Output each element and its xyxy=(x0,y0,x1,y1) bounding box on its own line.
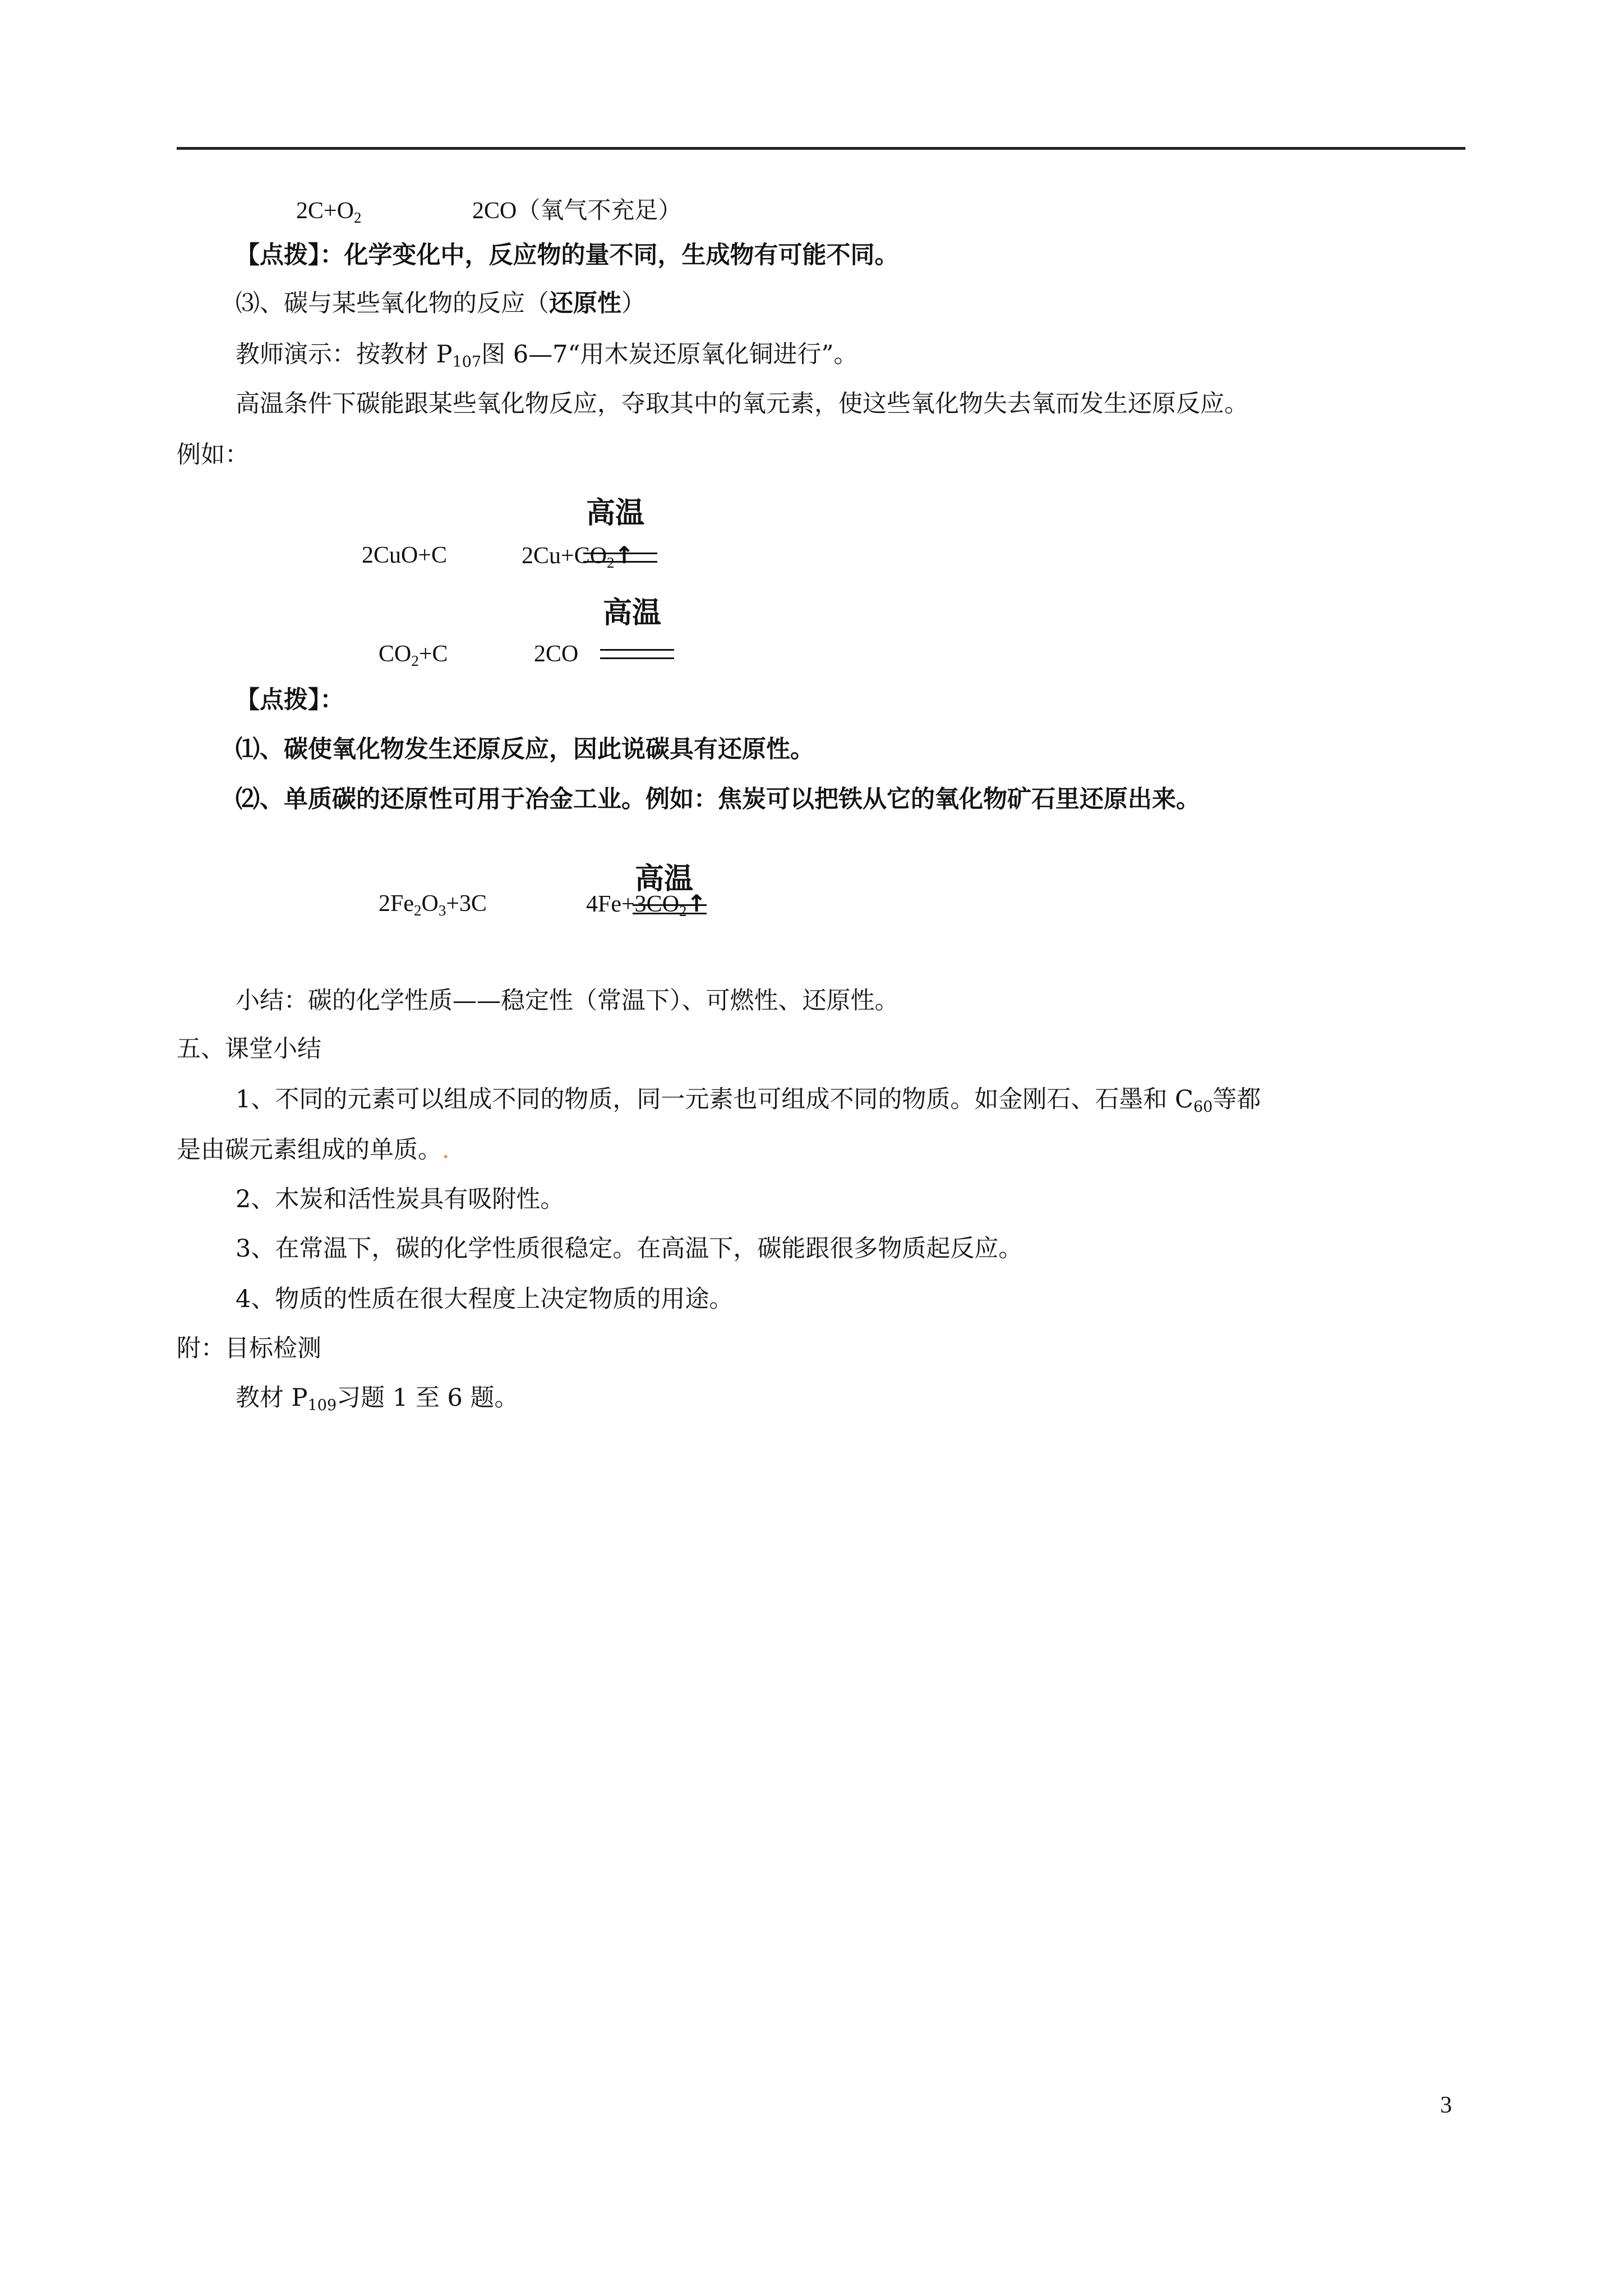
paragraph-reduction: 高温条件下碳能跟某些氧化物反应，夺取其中的氧元素，使这些氧化物失去氧而发生还原反应。 xyxy=(236,390,1248,418)
equation-bar-top xyxy=(583,553,657,554)
equation-carbon-incomplete-product: 2CO（氧气不充足） xyxy=(472,198,682,224)
appendix-title: 附：目标检测 xyxy=(177,1335,321,1363)
tip-2-item-1: ⑴、碳使氧化物发生还原反应，因此说碳具有还原性。 xyxy=(236,735,814,763)
equation-co2-reactants: $CO_2+C$ xyxy=(379,641,448,669)
paragraph-reduction-line2: 例如： xyxy=(177,441,249,469)
summary-item-3: 3、在常温下，碳的化学性质很稳定。在高温下，碳能跟很多物质起反应。 xyxy=(236,1235,1023,1263)
equation-carbon-incomplete-combustion: $2C+O_2$ xyxy=(296,198,362,226)
equation-fe-reactants: $2Fe_2O_3+3C$ xyxy=(379,891,487,919)
section-3-heading: ⑶、碳与某些氧化物的反应（还原性） xyxy=(236,289,645,318)
summary-item-2: 2、木炭和活性炭具有吸附性。 xyxy=(236,1185,565,1213)
summary-item-1: 1、不同的元素可以组成不同的物质，同一元素也可组成不同的物质。如金刚石、石墨和 $C_{60}$等都 xyxy=(236,1085,1261,1116)
up-arrow-icon: ↑ xyxy=(686,890,707,917)
equation-cuo-reactants: 2CuO+C xyxy=(362,542,448,568)
section-5-title: 五、课堂小结 xyxy=(177,1035,321,1063)
teacher-demo: 教师演示：按教材 $P_{107}$图 6—7“用木炭还原氧化铜进行”。 xyxy=(236,341,858,371)
up-arrow-icon: ↑ xyxy=(614,541,634,569)
header-rule xyxy=(177,147,1465,150)
tip-2-label: 【点拨】： xyxy=(236,686,344,714)
summary-note: 小结：碳的化学性质——稳定性（常温下）、可燃性、还原性。 xyxy=(236,987,899,1015)
equation-bar-bottom xyxy=(633,913,707,914)
summary-item-1-line2: 是由碳元素组成的单质。. xyxy=(177,1136,450,1164)
condition-high-temperature: 高温 xyxy=(586,496,645,530)
tip-2-item-2: ⑵、单质碳的还原性可用于冶金工业。例如：焦炭可以把铁从它的氧化物矿石里还原出来。 xyxy=(236,785,1200,813)
equation-bar-bottom xyxy=(600,657,674,659)
equation-bar-top xyxy=(633,904,707,906)
equation-co2-product: 2CO xyxy=(534,641,579,667)
summary-item-4: 4、物质的性质在很大程度上决定物质的用途。 xyxy=(236,1285,734,1313)
condition-high-temperature: 高温 xyxy=(603,596,662,630)
equation-bar-top xyxy=(600,649,674,651)
equation-cuo-products: $2Cu+CO_2↑$ xyxy=(522,541,634,571)
equation-fe-products: $4Fe+3CO_2↑$ xyxy=(586,890,707,919)
tip-1: 【点拨】：化学变化中，反应物的量不同，生成物有可能不同。 xyxy=(236,241,899,269)
page-number: 3 xyxy=(1440,2092,1452,2118)
condition-high-temperature: 高温 xyxy=(635,862,694,896)
appendix-text: 教材 $P_{109}$习题 1 至 6 题。 xyxy=(236,1384,519,1414)
equation-bar-bottom xyxy=(583,561,657,563)
